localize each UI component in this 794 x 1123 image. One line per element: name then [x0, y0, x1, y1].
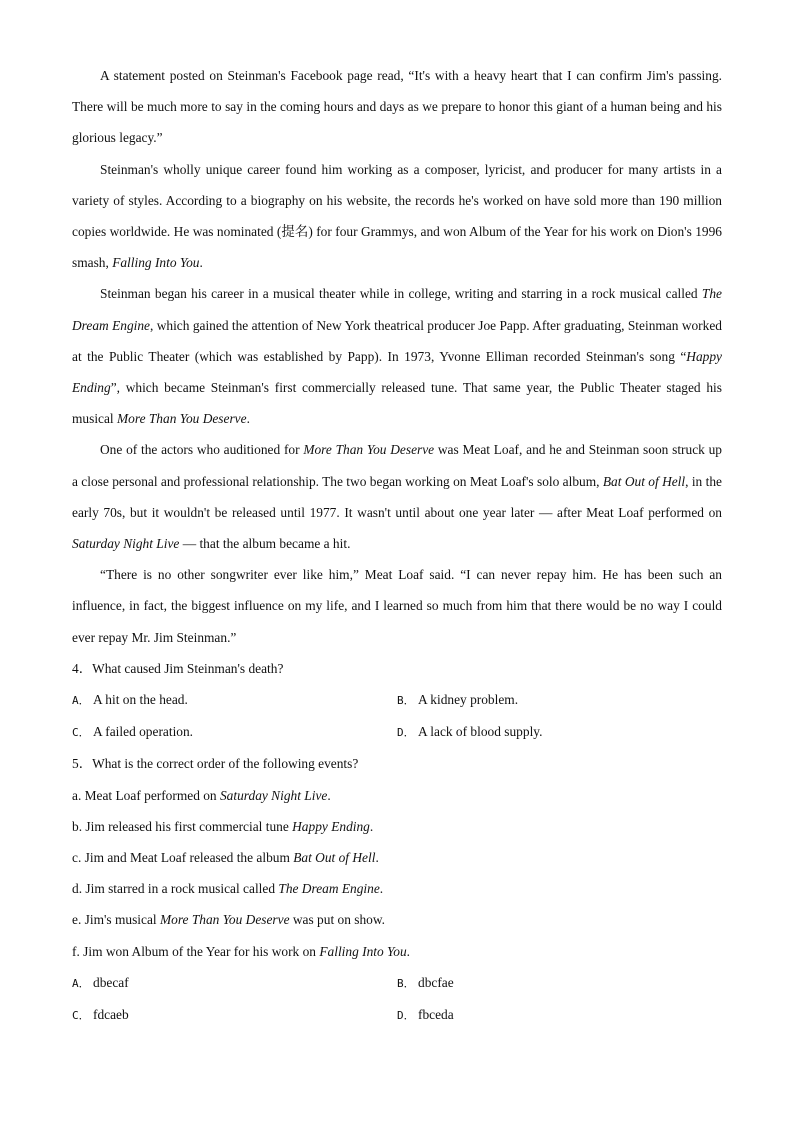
question-4-stem: 4．What caused Jim Steinman's death?	[72, 660, 284, 676]
paragraph-4: One of the actors who auditioned for More Than You Deserve was Meat Loaf, and he and Steinman soon struck up a close personal and professional relationship. The two began working on Meat Loaf's solo album, Bat Out of Hell, in the early 70s, but it wouldn't be released until 1977. It wasn't until about one year later — after Meat Loaf performed on Saturday Night Live — that the album became a hit.	[72, 442, 722, 552]
option-d[interactable]: D． A lack of blood supply.	[397, 724, 543, 740]
option-d[interactable]: D． fbceda	[397, 1007, 454, 1023]
question-4-options	[72, 684, 722, 748]
question-5-stem: 5．What is the correct order of the following events?	[72, 756, 359, 772]
musical-title: The Dream Engine	[72, 286, 722, 333]
document-page	[72, 60, 722, 1031]
paragraph-5: “There is no other songwriter ever like him,” Meat Loaf said. “I can never repay him. He has been such an influence, in fact, the biggest influence on my life, and I learned so much from him that there would be no way I could ever repay Mr. Jim Steinman.”	[72, 567, 722, 645]
option-a[interactable]: A． dbecaf	[72, 974, 129, 990]
event-b: b. Jim released his first commercial tune Happy Ending.	[72, 818, 374, 834]
paragraph-1: A statement posted on Steinman's Facebook page read, “It's with a heavy heart that I can confirm Jim's passing. There will be much more to say in the coming hours and days as we prepare to honor this giant of a human being and his glorious legacy.”	[72, 68, 722, 146]
question-5-options	[72, 967, 722, 1031]
paragraph-3: Steinman began his career in a musical theater while in college, writing and starring in a rock musical called The Dream Engine, which gained the attention of New York theatrical producer Joe Papp. After graduating, Steinman worked at the Public Theater (which was established by Papp). In 1973, Yvonne Elliman recorded Steinman's song “Happy Ending”, which became Steinman's first commercially released tune. That same year, the Public Theater staged his musical More Than You Deserve.	[72, 286, 722, 427]
musical-title: More Than You Deserve	[117, 411, 247, 427]
song-title: Happy Ending	[72, 348, 722, 396]
event-e: e. Jim's musical More Than You Deserve was put on show.	[72, 912, 385, 928]
option-a[interactable]: A． A hit on the head.	[72, 692, 188, 708]
event-f: f. Jim won Album of the Year for his work on Falling Into You.	[72, 943, 411, 959]
option-c[interactable]: C． A failed operation.	[72, 724, 194, 740]
option-c[interactable]: C． fdcaeb	[72, 1007, 129, 1023]
album-title: Bat Out of Hell	[602, 473, 686, 489]
option-b[interactable]: B． dbcfae	[397, 974, 454, 990]
album-title: Falling Into You	[112, 255, 200, 271]
show-title: Saturday Night Live	[72, 536, 180, 552]
event-d: d. Jim starred in a rock musical called The Dream Engine.	[72, 881, 384, 897]
paragraph-2: Steinman's wholly unique career found him working as a composer, lyricist, and producer for many artists in a variety of styles. According to a biography on his website, the records he's worked on have sold more than 190 million copies worldwide. He was nominated (提名) for four Grammys, and won Album of the Year for his work on Dion's 1996 smash, Falling Into You.	[72, 161, 722, 271]
option-b[interactable]: B． A kidney problem.	[397, 692, 519, 708]
musical-title: More Than You Deserve	[303, 442, 435, 458]
event-c: c. Jim and Meat Loaf released the album Bat Out of Hell.	[72, 850, 379, 866]
event-a: a. Meat Loaf performed on Saturday Night Live.	[72, 787, 331, 803]
